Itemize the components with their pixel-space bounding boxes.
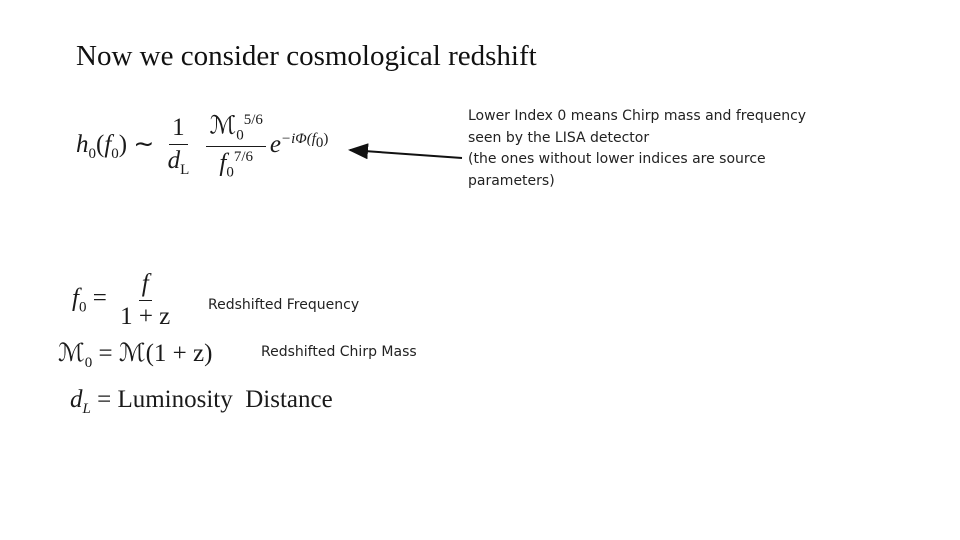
fraction-denominator: 1 + z [120,302,171,330]
frequency-lhs-sub: 0 [78,299,87,316]
phase-term: −iΦ(f [281,130,316,147]
frequency-equation [72,270,177,330]
distance-symbol: d [167,146,181,174]
distance-sub: L [180,161,190,178]
chirp-mass-lhs: ℳ [58,340,85,367]
strain-lhs: h [76,131,89,159]
frequency-fraction [117,270,173,330]
phase-term-sub: 0 [315,134,324,151]
fraction-numerator: f [139,270,152,301]
frequency-sub: 0 [226,164,234,181]
frequency-lhs: f [72,284,79,312]
annotation-text [468,106,806,192]
frequency-symbol: f [219,149,227,177]
frequency-relation: = [92,284,107,312]
distance-rhs: Luminosity Distance [117,386,333,413]
distance-lhs-sub: L [82,401,91,417]
redshifted-chirp-mass-label: Redshifted Chirp Mass [261,344,417,360]
fraction-numerator: 1 [169,114,188,145]
phase-term-close: ) [323,130,329,147]
redshifted-frequency-label: Redshifted Frequency [208,297,360,313]
fraction-denominator [165,145,193,179]
chirp-mass-sub: 0 [236,127,244,144]
annotation-line: (the ones without lower indices are source [468,151,766,167]
strain-fraction-distance [165,114,193,178]
slide-title: Now we consider cosmological redshift [76,40,537,72]
annotation-line: seen by the LISA detector [468,129,650,146]
strain-equation: $h_0(f_0)$ ∼ $\frac{1}{d_L}$ $\frac{ℳ_0^{5/6}}{f_0^{7/6}}$ $e^{-i\Phi(f_0)}$ [76,112,329,181]
strain-fraction-mass-frequency [206,112,265,181]
strain-lhs-arg: f [104,131,112,159]
annotation-line: parameters) [468,172,555,189]
chirp-mass-relation: = [98,340,113,367]
chirp-mass-rhs: ℳ(1 + z) [118,340,213,367]
exponential-base: e [269,131,281,159]
annotation-line: Lower Index 0 means Chirp mass and frequency [468,108,807,124]
chirp-mass-equation [58,338,212,372]
distance-relation: = [97,386,112,413]
strain-lhs-sub: 0 [88,146,96,163]
exponential-power [281,130,329,151]
frequency-exponent: 7/6 [233,148,253,165]
fraction-numerator [206,112,265,147]
chirp-mass-lhs-sub: 0 [84,355,93,371]
distance-equation [70,386,333,418]
strain-lhs-arg-sub: 0 [111,146,119,163]
chirp-mass-symbol: ℳ [209,112,237,140]
distance-lhs: d [70,386,83,413]
chirp-mass-exponent: 5/6 [243,112,263,128]
fraction-denominator [216,147,256,181]
strain-relation: ∼ [133,131,155,159]
